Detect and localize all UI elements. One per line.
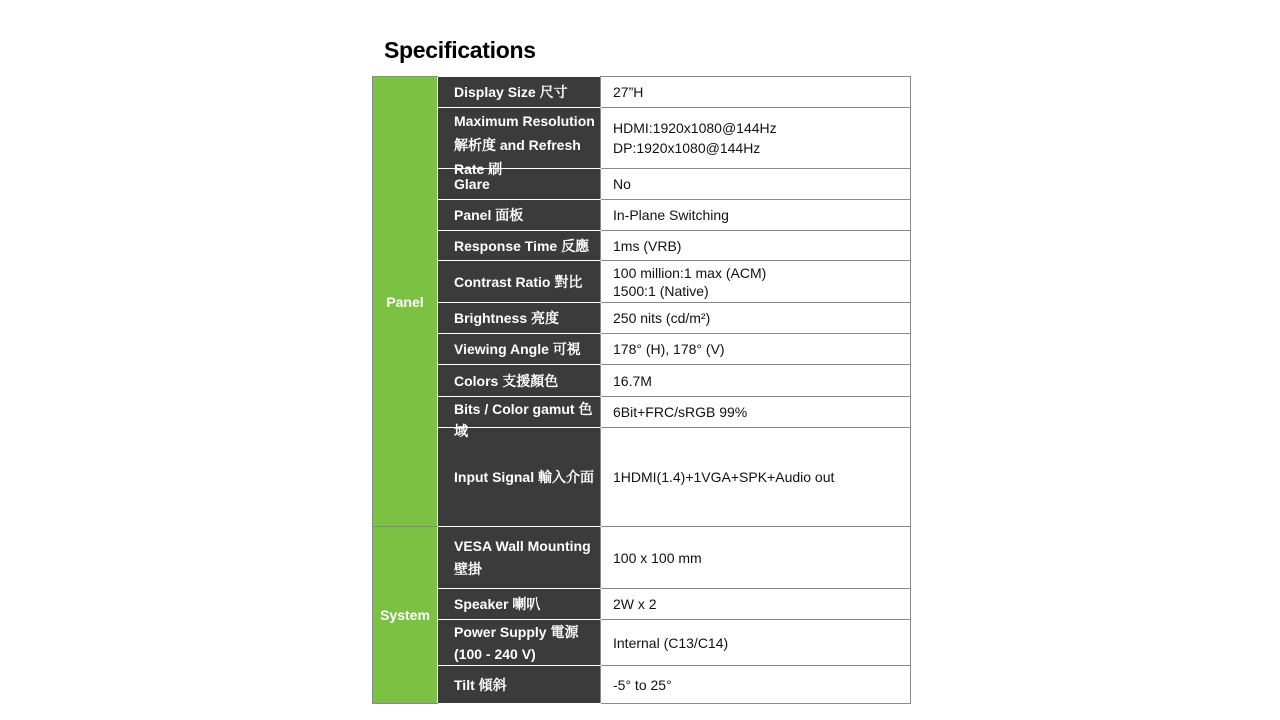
spec-label: Contrast Ratio 對比 — [454, 273, 583, 290]
spec-value: 250 nits (cd/m²) — [613, 310, 711, 326]
group-label-system: System — [373, 527, 438, 704]
spec-row-power-supply — [373, 620, 911, 666]
spec-row-response-time — [373, 231, 911, 261]
spec-label: VESA Wall Mounting 壁掛 — [454, 537, 591, 577]
spec-row-brightness — [373, 303, 911, 334]
spec-row-resolution — [373, 108, 911, 169]
spec-label: Input Signal 輸入介面 — [454, 469, 594, 485]
spec-label: Power Supply 電源 (100 - 240 V) — [454, 623, 579, 662]
spec-label: Viewing Angle 可視 — [454, 341, 581, 357]
spec-value: 1500:1 (Native) — [613, 282, 709, 299]
spec-value: 27”H — [613, 84, 644, 100]
spec-value: 1HDMI(1.4)+1VGA+SPK+Audio out — [613, 469, 835, 485]
spec-label: Brightness 亮度 — [454, 310, 560, 326]
spec-value: -5° to 25° — [613, 676, 672, 693]
page-title: Specifications — [384, 37, 536, 63]
spec-value: 178° (H), 178° (V) — [613, 341, 725, 357]
spec-value: 6Bit+FRC/sRGB 99% — [613, 404, 748, 420]
specifications-table — [372, 76, 911, 704]
spec-value: Internal (C13/C14) — [613, 634, 729, 651]
spec-value: No — [613, 176, 631, 192]
spec-label: Response Time 反應 — [454, 237, 590, 254]
spec-row-viewing-angle — [373, 334, 911, 365]
spec-row-panel — [373, 200, 911, 231]
spec-value: HDMI:1920x1080@144Hz — [613, 120, 777, 136]
spec-label: Glare — [454, 176, 490, 192]
spec-row-display-size — [373, 77, 911, 108]
spec-value: 2W x 2 — [613, 596, 657, 612]
spec-row-input-signal — [373, 428, 911, 527]
spec-label: Colors 支援顏色 — [454, 372, 559, 389]
spec-row-bits-color-gamut — [373, 397, 911, 428]
spec-value: In-Plane Switching — [613, 207, 729, 223]
group-label-panel: Panel — [373, 77, 438, 527]
spec-label: Maximum Resolution 解析度 and Refresh Rate 刷 — [454, 113, 595, 177]
spec-value: 100 x 100 mm — [613, 549, 702, 566]
spec-label: Tilt 傾斜 — [454, 676, 507, 693]
spec-label: Display Size 尺寸 — [454, 83, 568, 100]
spec-row-colors — [373, 365, 911, 397]
spec-label: Speaker 喇叭 — [454, 596, 541, 612]
spec-value: 1ms (VRB) — [613, 237, 682, 254]
spec-label: Bits / Color gamut 色域 — [454, 401, 593, 439]
spec-value: 16.7M — [613, 372, 652, 389]
spec-row-glare — [373, 169, 911, 200]
spec-row-contrast-ratio — [373, 261, 911, 303]
spec-value: DP:1920x1080@144Hz — [613, 140, 761, 156]
spec-value: 100 million:1 max (ACM) — [613, 264, 767, 281]
spec-row-speaker — [373, 589, 911, 620]
spec-row-vesa-wall-mounting — [373, 527, 911, 589]
spec-label: Panel 面板 — [454, 207, 524, 223]
spec-row-tilt — [373, 666, 911, 704]
